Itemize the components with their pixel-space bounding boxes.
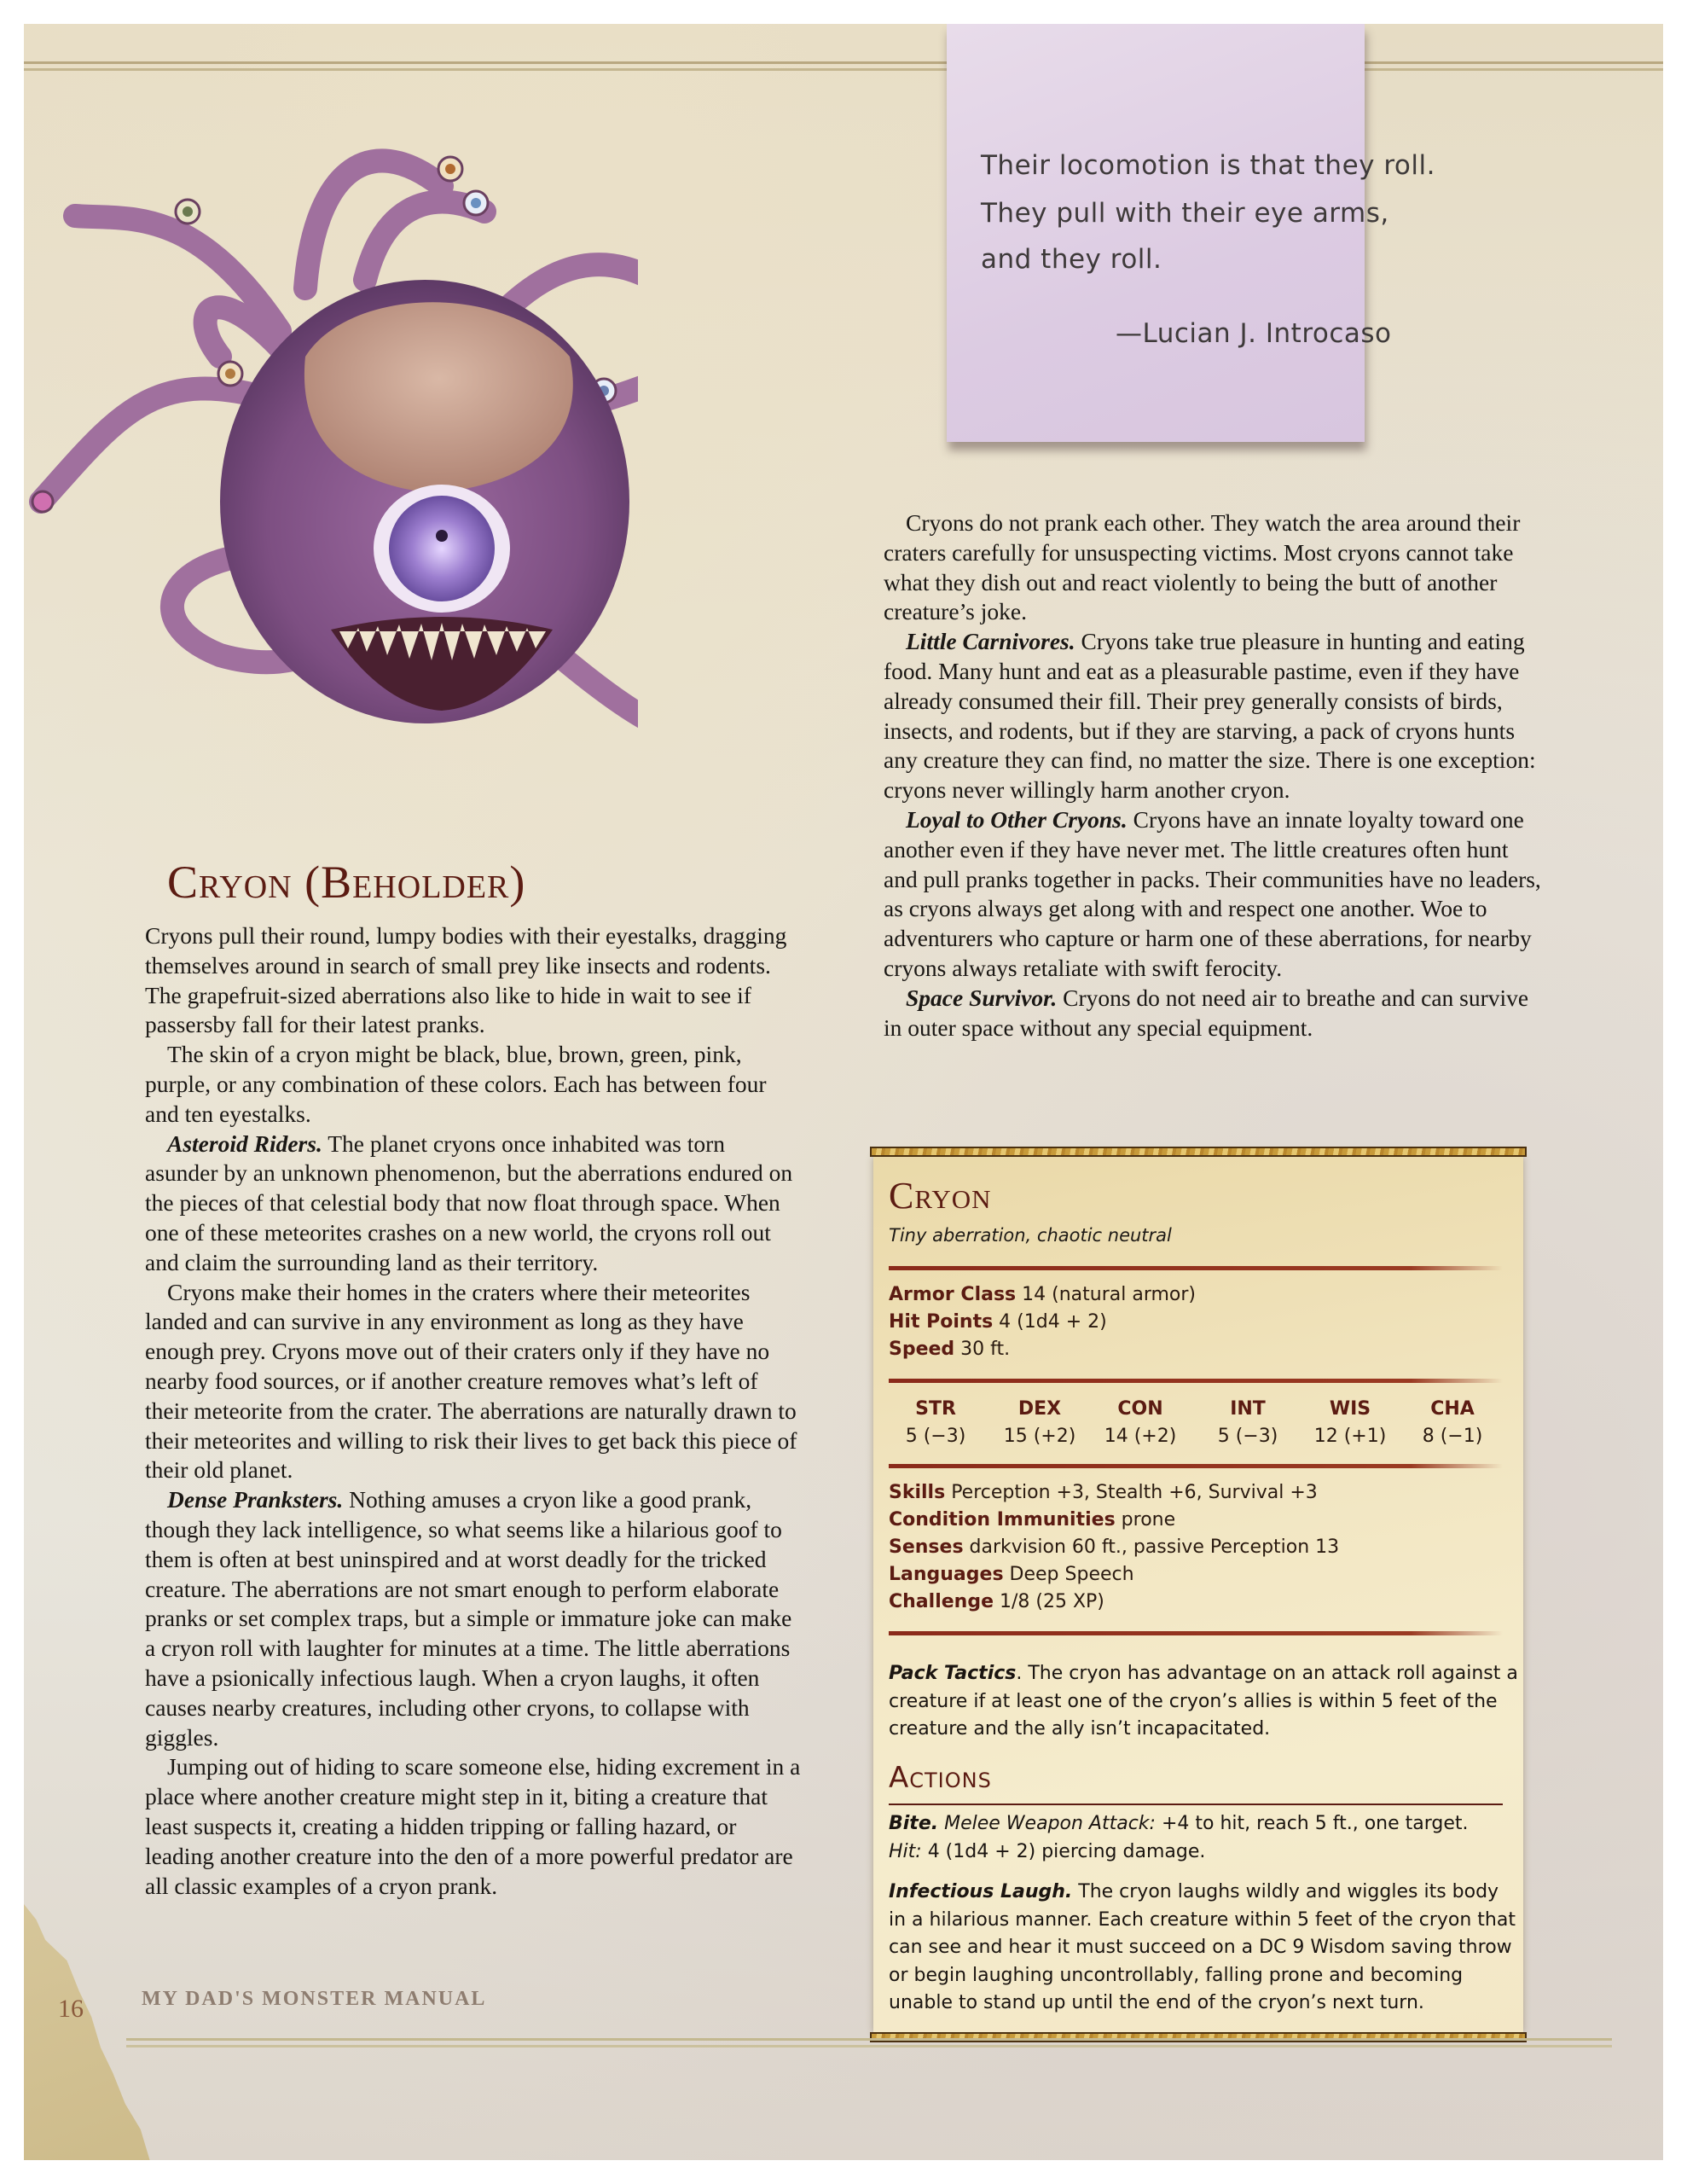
ability-scores [889, 1396, 1520, 1455]
stat-block-bottom-bar [870, 2032, 1527, 2042]
trait-name: Pack Tactics [889, 1663, 1017, 1684]
challenge: Challenge 1/8 (25 XP) [889, 1591, 1104, 1612]
right-column [884, 508, 1545, 1043]
actions-heading: Actions [889, 1761, 992, 1795]
footer-rule [126, 2038, 1612, 2041]
page-title: Cryon (Beholder) [167, 857, 526, 908]
left-column [145, 921, 802, 1901]
quote-line: They pull with their eye arms, [981, 198, 1389, 229]
action-infectious-laugh: Infectious Laugh. The cryon laughs wildly and wiggles its body in a hilarious manner. Each creature within 5 feet of the cryon that can see and hear it must succeed on a DC 9 Wisdom saving throw or begin laughing uncontrollably, falling prone and becoming unable to stand up until the end of the cryon’s next turn. [889, 1881, 1516, 2013]
quote-line: and they roll. [981, 244, 1162, 275]
paragraph-lead: Loyal to Other Cryons. [906, 805, 1128, 833]
action-bite: Bite. Melee Weapon Attack: +4 to hit, reach 5 ft., one target. Hit: 4 (1d4 + 2) piercing damage. [889, 1813, 1469, 1862]
top-rule-divider [24, 61, 1663, 64]
paragraph: Cryons pull their round, lumpy bodies with their eyestalks, dragging themselves around in search of small prey like insects and rodents. The grapefruit-sized aberrations also like to hide in wait to see if passersby fall for their latest pranks. [145, 922, 787, 1038]
paragraph-lead: Asteroid Riders. [167, 1130, 322, 1157]
skills: Skills Perception +3, Stealth +6, Survival +3 [889, 1482, 1318, 1503]
paragraph-lead: Little Carnivores. [906, 628, 1075, 655]
top-rule-divider [24, 68, 1663, 71]
speed: Speed 30 ft. [889, 1339, 1011, 1360]
ability-con: CON 14 (+2) [1104, 1398, 1177, 1447]
paragraph-loyal: Loyal to Other Cryons. Cryons have an innate loyalty toward one another even if they have never met. The little creatures often hunt and pull pranks together in packs. Their communities have no leaders, as cryons always get along with and respect one another. Woe to adventurers who capture or harm one of these aberrations, for nearby cryons always retaliate with swift ferocity. [884, 805, 1541, 981]
stat-block-divider [889, 1631, 1503, 1635]
torn-page-corner [24, 1904, 177, 2160]
stat-block-name: Cryon [889, 1175, 992, 1217]
sticky-note-quote [947, 24, 1435, 442]
ability-int: INT 5 (−3) [1217, 1398, 1278, 1447]
stat-block-divider [889, 1464, 1503, 1468]
quote-line: Their locomotion is that they roll. [981, 150, 1435, 181]
condition-immunities: Condition Immunities prone [889, 1509, 1176, 1531]
paragraph-lead: Dense Pranksters. [167, 1486, 344, 1513]
paragraph: Jumping out of hiding to scare someone else, hiding excrement in a place where another creature might step in it, biting a creature that least suspects it, creating a hidden tripping or falling hazard, or leading another creature into the den of a more powerful predator are all classic examples of a cryon prank. [145, 1753, 801, 1899]
stat-block-top-bar [870, 1147, 1527, 1157]
paragraph: Cryons do not prank each other. They watch the area around their craters carefully for unsuspecting victims. Most cryons cannot take what they dish out and react violently to being the butt of another creature’s joke. [884, 509, 1521, 625]
action-name: Bite. [889, 1813, 939, 1834]
cryon-illustration [24, 75, 638, 741]
quote-attribution: —Lucian J. Introcaso [1116, 318, 1392, 349]
page-number: 16 [58, 1995, 84, 2023]
paragraph-little-carnivores: Little Carnivores. Cryons take true pleasure in hunting and eating food. Many hunt and eat as a pleasurable pastime, even if they have already consumed their fill. Their prey generally consists of birds, insects, and rodents, but if they are starving, a pack of cryons hunts any creature they can find, no matter the size. There is one exception: cryons never willingly harm another cryon. [884, 628, 1536, 804]
languages: Languages Deep Speech [889, 1564, 1134, 1585]
paragraph: The skin of a cryon might be black, blue, brown, green, pink, purple, or any combination of these colors. Each has between four and ten eyestalks. [145, 1041, 767, 1127]
stat-block [870, 1147, 1527, 2042]
paragraph-lead: Space Survivor. [906, 984, 1058, 1011]
paragraph-space-survivor: Space Survivor. Cryons do not need air to breathe and can survive in outer space without any special equipment. [884, 984, 1529, 1041]
ability-wis: WIS 12 (+1) [1313, 1398, 1387, 1447]
page [24, 24, 1663, 2160]
stat-block-basics [889, 1281, 1520, 1363]
footer-rule [126, 2045, 1612, 2048]
paragraph-asteroid-riders: Asteroid Riders. The planet cryons once inhabited was torn asunder by an unknown phenomenon, but the aberrations endured on the pieces of that celestial body that now float through space. When one of these meteorites crashes on a new world, the cryons roll out and claim the surrounding land as their territory. [145, 1130, 793, 1275]
paragraph-dense-pranksters: Dense Pranksters. Nothing amuses a cryon like a good prank, though they lack intelligence, so what seems like a hilarious goof to them is often at best uninspired and at worst deadly for the tricked creature. The aberrations are not smart enough to perform elaborate pranks or set complex traps, but a simple or immature joke can make a cryon roll with laughter for minutes at a time. The little aberrations have a psionically infectious laugh. When a cryon laughs, it often causes nearby creatures, including other cryons, to collapse with giggles. [145, 1486, 792, 1751]
actions-divider [889, 1804, 1503, 1805]
armor-class: Armor Class 14 (natural armor) [889, 1284, 1197, 1305]
senses: Senses darkvision 60 ft., passive Perception 13 [889, 1536, 1340, 1558]
stat-block-details [889, 1479, 1520, 1616]
ability-str: STR 5 (−3) [905, 1398, 966, 1447]
ability-cha: CHA 8 (−1) [1422, 1398, 1483, 1447]
stat-block-divider [889, 1379, 1503, 1383]
trait-pack-tactics: Pack Tactics. The cryon has advantage on an attack roll against a creature if at least one of the cryon’s allies is within 5 feet of the creature and the ally isn’t incapacitated. [889, 1663, 1518, 1740]
action-name: Infectious Laugh. [889, 1881, 1073, 1902]
paragraph: Cryons make their homes in the craters where their meteorites landed and can survive in any environment as long as they have enough prey. Cryons move out of their craters only if they have no nearby food sources, or if another creature removes what’s left of their meteorite from the crater. The aberrations are naturally drawn to their meteorites and willing to risk their lives to get back this piece of their old planet. [145, 1278, 797, 1484]
ability-dex: DEX 15 (+2) [1003, 1398, 1076, 1447]
footer-book-title: MY DAD'S MONSTER MANUAL [142, 1988, 487, 2010]
stat-block-divider [889, 1266, 1503, 1270]
hit-points: Hit Points 4 (1d4 + 2) [889, 1311, 1107, 1333]
stat-block-type: Tiny aberration, chaotic neutral [889, 1225, 1172, 1246]
